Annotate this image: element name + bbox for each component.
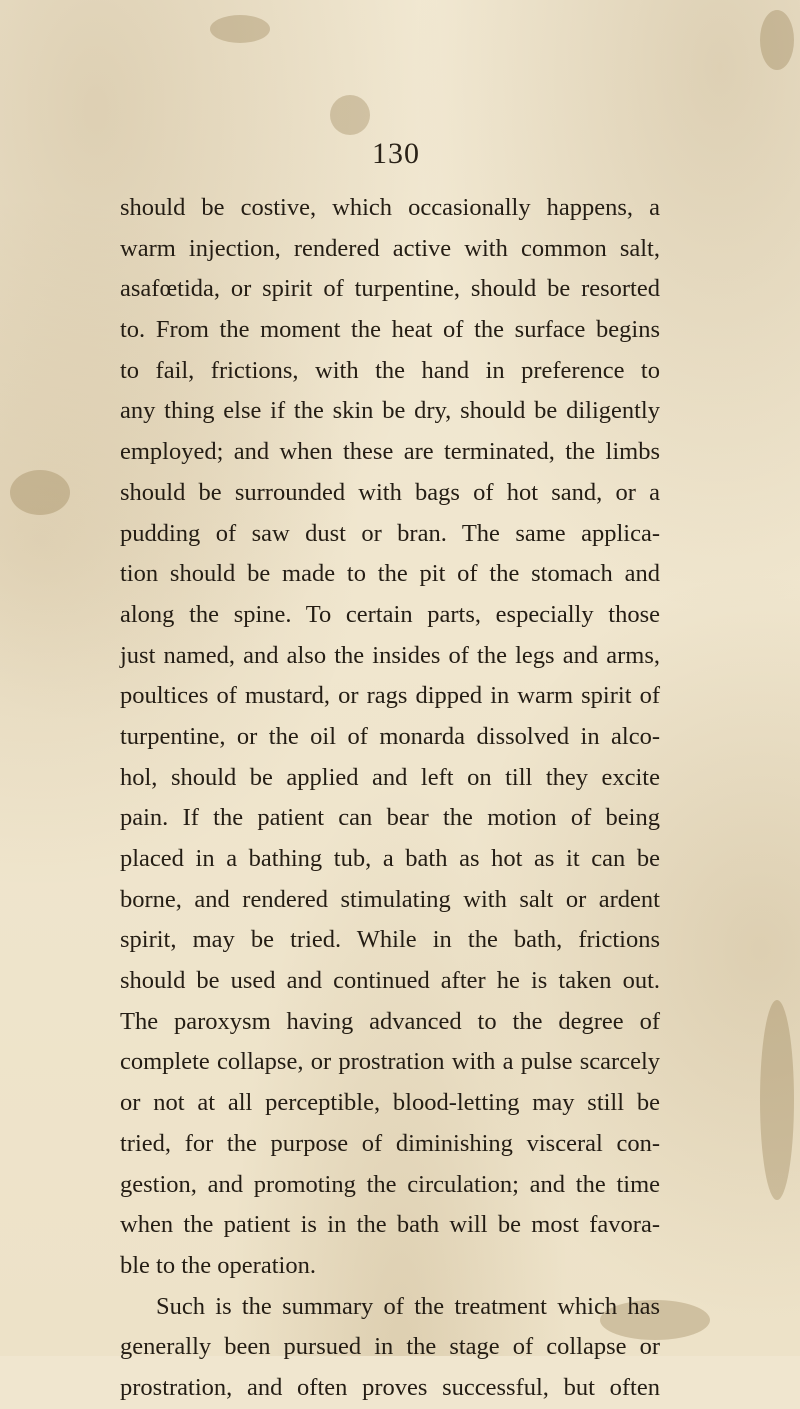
text-line: or not at all perceptible, blood-letting may still be [120,1089,660,1117]
text-line: complete collapse, or prostration with a pulse scarcely [120,1048,660,1076]
text-line: pain. If the patient can bear the motion of being [120,804,660,832]
text-line: generally been pursued in the stage of collapse or [120,1333,660,1361]
text-line: spirit, may be tried. While in the bath, frictions [120,926,660,954]
text-line: to fail, frictions, with the hand in preference to [120,356,660,384]
text-line: hol, should be applied and left on till they excite [120,763,660,791]
text-line: should be surrounded with bags of hot sand, or a [120,478,660,506]
text-line: along the spine. To certain parts, especially those [120,600,660,628]
text-line: should be used and continued after he is taken out. [120,967,660,995]
paper-stain [330,95,370,135]
text-line: gestion, and promoting the circulation; and the time [120,1170,660,1198]
text-line: pudding of saw dust or bran. The same applica- [120,519,660,547]
text-line: borne, and rendered stimulating with salt or ardent [120,885,660,913]
paper-stain [10,470,70,515]
paper-stain [760,1000,794,1200]
text-line: when the patient is in the bath will be most favora- [120,1211,660,1239]
text-line: turpentine, or the oil of monarda dissolved in alco- [120,722,660,750]
text-line: just named, and also the insides of the legs and arms, [120,641,660,669]
text-line: prostration, and often proves successful, but often [120,1373,660,1401]
text-line: to. From the moment the heat of the surface begins [120,316,660,344]
text-line: poultices of mustard, or rags dipped in warm spirit of [120,682,660,710]
text-line: asafœtida, or spirit of turpentine, should be resorted [120,275,660,303]
text-line: any thing else if the skin be dry, should be diligently [120,397,660,425]
body-text [120,188,660,1409]
page-number: 130 [372,137,420,170]
text-line: placed in a bathing tub, a bath as hot as it can be [120,845,660,872]
text-line: Such is the summary of the treatment which has [156,1292,660,1320]
text-line: warm injection, rendered active with common salt, [120,234,660,262]
text-line: employed; and when these are terminated, the limbs [120,438,660,466]
paper-stain [210,15,270,43]
paper-stain [760,10,794,70]
text-line: ble to the operation. [120,1251,316,1279]
text-line: should be costive, which occasionally happens, a [120,194,660,221]
text-line: tried, for the purpose of diminishing visceral con- [120,1129,660,1157]
text-line: The paroxysm having advanced to the degree of [120,1007,660,1035]
text-line: tion should be made to the pit of the stomach and [120,560,660,588]
